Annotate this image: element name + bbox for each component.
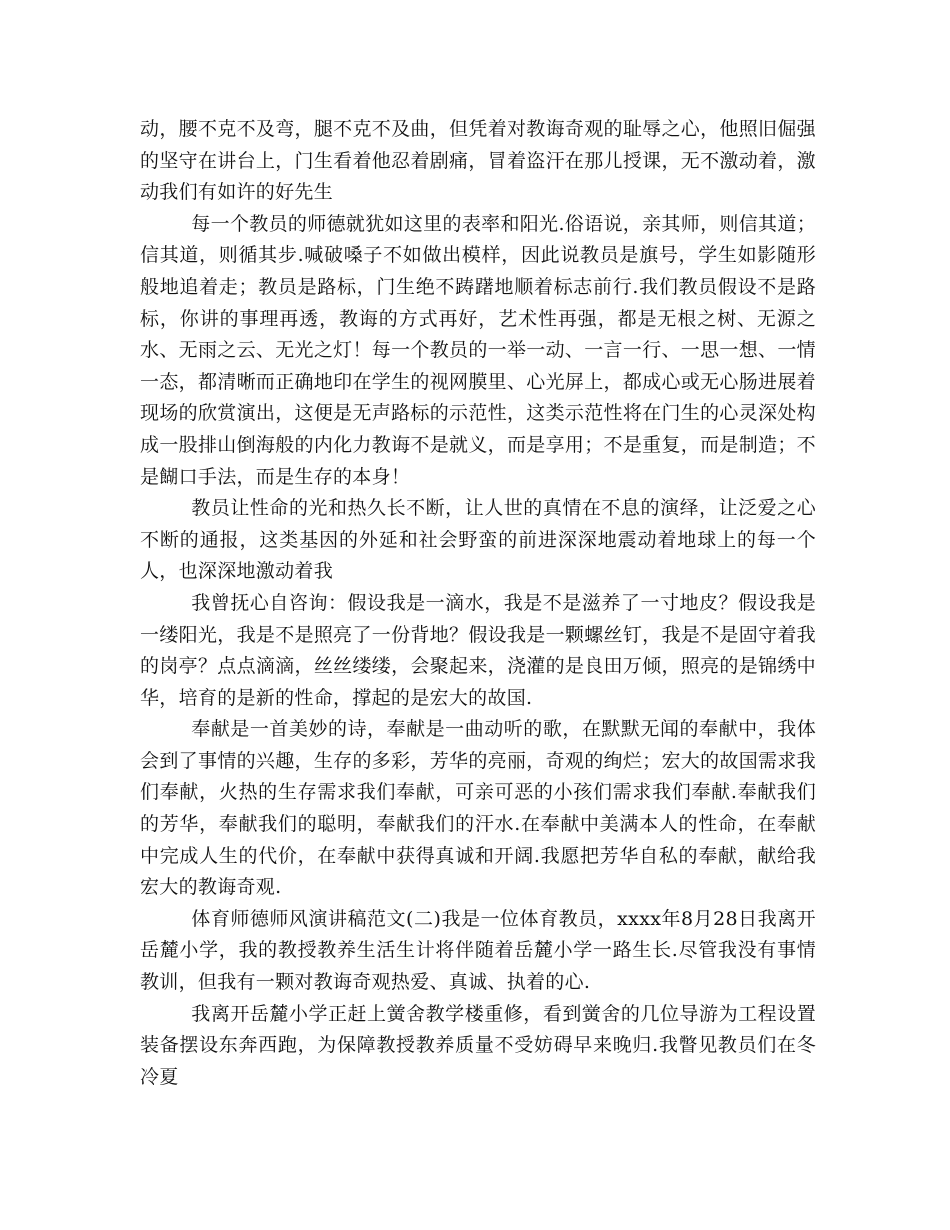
paragraph-light-and-heat: 教员让性命的光和热久长不断，让人世的真情在不息的演绎，让泛爱之心不断的通报，这类基因的外延和社会野蛮的前进深深地震动着地球上的每一个人，也深深地激动着我 [140, 497, 816, 583]
paragraph-school-reconstruction: 我离开岳麓小学正赶上黉舍教学楼重修，看到黉舍的几位导游为工程设置装备摆设东奔西跑，为保障教授教养质量不受妨碍早来晚归.我瞥见教员们在冬冷夏 [140, 1002, 816, 1088]
paragraph-sample-speech-two: 体育师德师风演讲稿范文(二)我是一位体育教员，xxxx年8月28日我离开岳麓小学，我的教授教养生活生计将伴随着岳麓小学一路生长.尽管我没有事情教训，但我有一颗对教诲奇观热爱、真诚、执着的心. [140, 907, 816, 994]
paragraph-continuation: 动，腰不克不及弯，腿不克不及曲，但凭着对教诲奇观的耻辱之心，他照旧倔强的坚守在讲台上，门生看着他忍着剧痛，冒着盗汗在那儿授课，无不激动着，激动我们有如许的好先生 [140, 118, 816, 204]
paragraph-dedication: 奉献是一首美妙的诗，奉献是一曲动听的歌，在默默无闻的奉献中，我体会到了事情的兴趣，生存的多彩，芳华的亮丽，奇观的绚烂；宏大的故国需求我们奉献，火热的生存需求我们奉献，可亲可恶的小孩们需求我们奉献.奉献我们的芳华，奉献我们的聪明，奉献我们的汗水.在奉献中美满本人的性命，在奉献中完成人生的代价，在奉献中获得真诚和开阔.我愿把芳华自私的奉献，献给我宏大的教诲奇观. [140, 718, 816, 899]
paragraph-self-reflection: 我曾抚心自咨询：假设我是一滴水，我是不是滋养了一寸地皮？假设我是一缕阳光，我是不是照亮了一份背地？假设我是一颗螺丝钉，我是不是固守着我的岗亭？点点滴滴，丝丝缕缕，会聚起来，浇灌的是良田万倾，照亮的是锦绣中华，培育的是新的性命，撑起的是宏大的故国. [140, 591, 816, 709]
document-body [140, 114, 816, 1093]
paragraph-teacher-ethics-role-model: 每一个教员的师德就犹如这里的表率和阳光.俗语说，亲其师，则信其道；信其道，则循其步.喊破嗓子不如做出模样，因此说教员是旗号，学生如影随形般地追着走；教员是路标，门生绝不踌躇地顺着标志前行.我们教员假设不是路标，你讲的事理再透，教诲的方式再好，艺术性再强，都是无根之树、无源之水、无雨之云、无光之灯！每一个教员的一举一动、一言一行、一思一想、一情一态，都清晰而正确地印在学生的视网膜里、心光屏上，都成心或无心肠进展着现场的欣赏演出，这便是无声路标的示范性，这类示范性将在门生的心灵深处构成一股排山倒海般的内化力教诲不是就义，而是享用；不是重复，而是制造；不是餬口手法，而是生存的本身！ [140, 212, 816, 488]
